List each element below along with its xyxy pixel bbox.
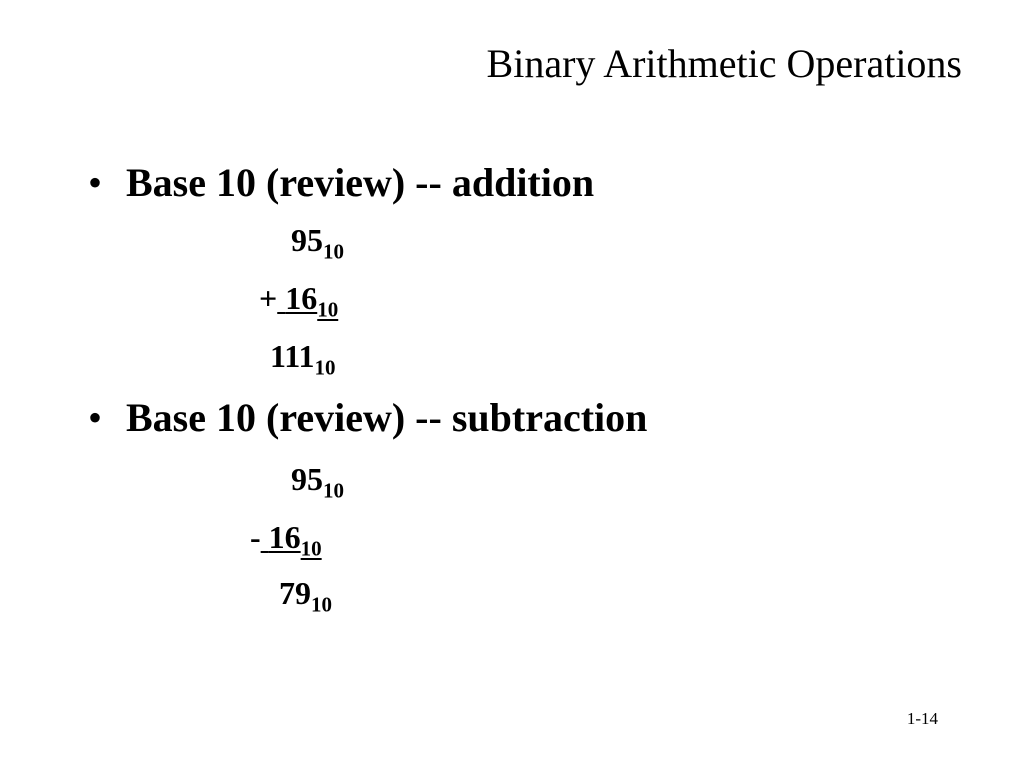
addition-operand-1-digits: 95 [291, 222, 323, 258]
subtraction-operand-1-digits: 95 [291, 461, 323, 497]
slide-title: Binary Arithmetic Operations [486, 41, 962, 86]
addition-operand-2-base: 10 [317, 297, 339, 322]
subtraction-result [279, 575, 332, 617]
subtraction-operator: - [250, 519, 261, 555]
subtraction-operand-2-padding [261, 519, 269, 555]
addition-heading-row [88, 160, 595, 205]
subtraction-result-base: 10 [311, 592, 332, 617]
page-number: 1-14 [906, 709, 938, 728]
subtraction-heading-row [88, 395, 648, 440]
subtraction-operand-2-digits: 16 [268, 519, 301, 555]
subtraction-result-digits: 79 [279, 575, 311, 611]
subtraction-operand-2-base: 10 [300, 536, 322, 561]
addition-operand-1-base: 10 [323, 239, 344, 264]
subtraction-heading: Base 10 (review) -- subtraction [126, 395, 648, 440]
addition-result-digits: 111 [270, 338, 315, 374]
subtraction-operand-1 [291, 461, 344, 503]
addition-operand-2-digits: 16 [285, 280, 318, 316]
addition-result [270, 338, 336, 380]
bullet-icon: • [88, 160, 103, 205]
subtraction-operand-2 [250, 519, 322, 561]
bullet-icon: • [88, 395, 103, 440]
subtraction-operand-1-base: 10 [323, 478, 344, 503]
addition-result-base: 10 [314, 355, 336, 380]
addition-operand-2 [259, 280, 339, 322]
addition-heading: Base 10 (review) -- addition [126, 160, 595, 205]
addition-operator: + [259, 280, 278, 316]
addition-operand-1 [291, 222, 344, 264]
